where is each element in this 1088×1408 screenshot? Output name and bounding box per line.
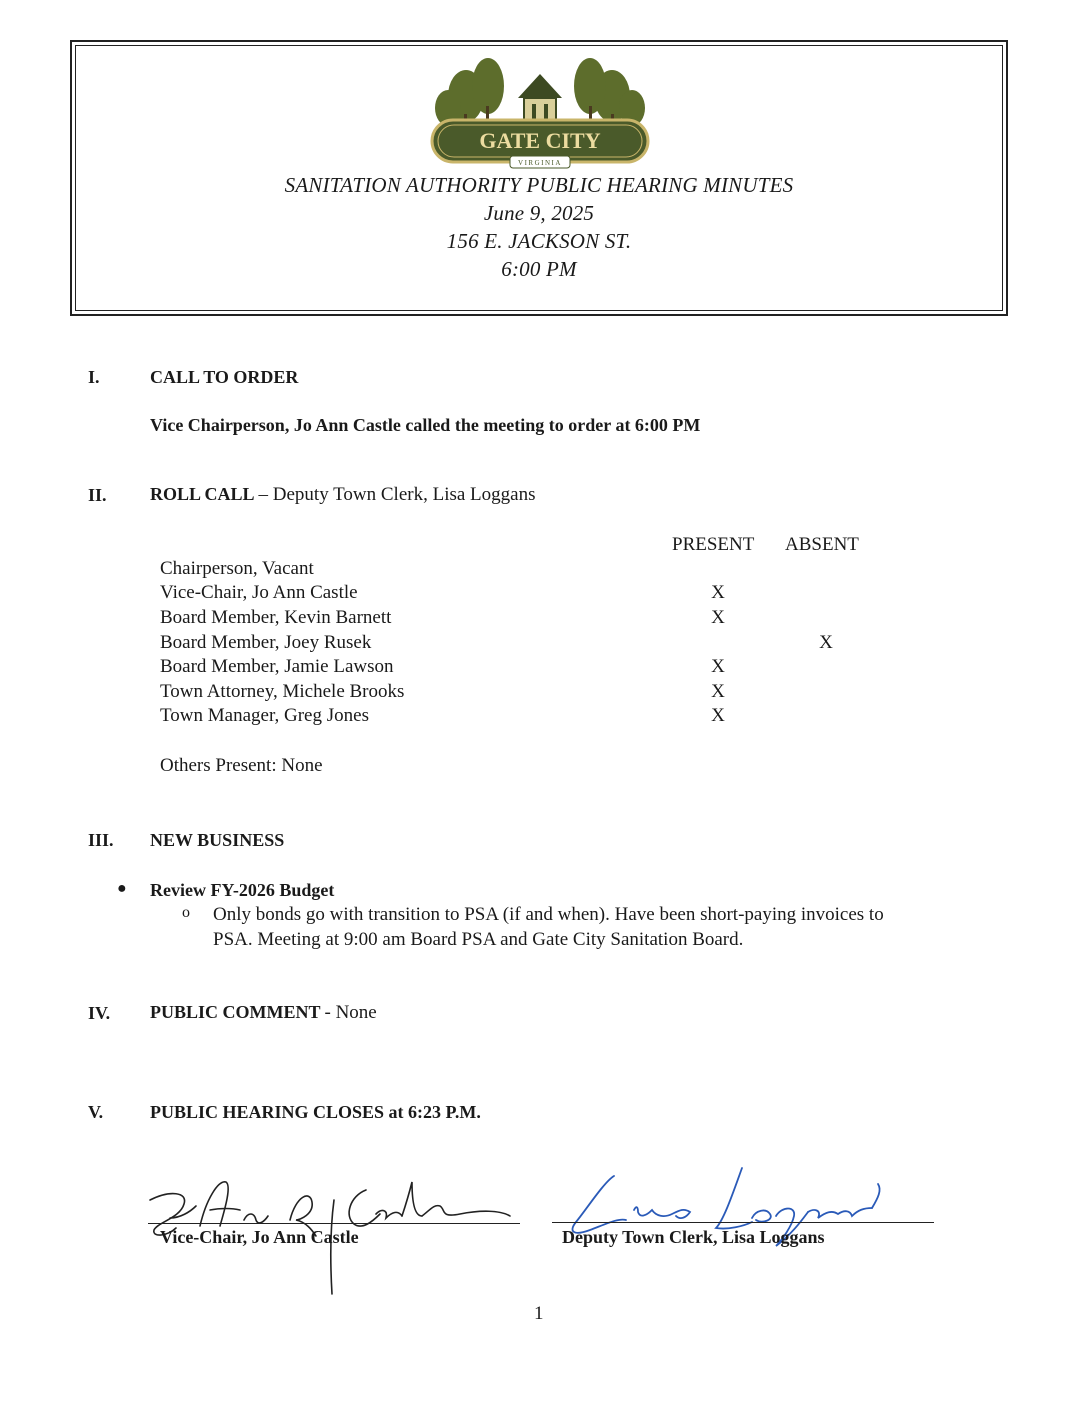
section-number: V.	[88, 1102, 104, 1122]
section-heading-public-comment: PUBLIC COMMENT	[150, 1002, 321, 1022]
absent-mark: X	[819, 632, 833, 653]
call-to-order-text: Vice Chairperson, Jo Ann Castle called the meeting to order at 6:00 PM	[150, 415, 701, 435]
present-mark: X	[711, 656, 725, 677]
section-number: II.	[88, 485, 107, 505]
new-business-note-line1: Only bonds go with transition to PSA (if and when). Have been short-paying invoices to	[213, 904, 884, 925]
section-number: III.	[88, 830, 114, 850]
present-mark: X	[711, 705, 725, 726]
signature-loggans	[556, 1160, 896, 1280]
meeting-address: 156 E. JACKSON ST.	[446, 229, 632, 253]
roll-member-name: Town Attorney, Michele Brooks	[160, 681, 405, 702]
logo-text: GATE CITY	[479, 128, 601, 153]
section-heading-call-to-order: CALL TO ORDER	[150, 367, 299, 387]
present-mark: X	[711, 582, 725, 603]
col-header-present: PRESENT	[672, 534, 755, 555]
meeting-date: June 9, 2025	[483, 201, 595, 225]
roll-member-name: Chairperson, Vacant	[160, 558, 314, 579]
public-comment-line	[150, 1002, 377, 1024]
present-mark: X	[711, 681, 725, 702]
others-present: Others Present: None	[160, 755, 323, 776]
present-mark: X	[711, 607, 725, 628]
section-heading-roll-call: ROLL CALL	[150, 484, 255, 504]
section-heading-closes: PUBLIC HEARING CLOSES at 6:23 P.M.	[150, 1102, 481, 1122]
page-number: 1	[534, 1303, 544, 1324]
roll-call-heading	[150, 484, 535, 506]
public-comment-text: - None	[324, 1002, 377, 1023]
roll-member-name: Vice-Chair, Jo Ann Castle	[160, 582, 358, 603]
gazebo-icon	[518, 74, 562, 124]
roll-call-subtitle: – Deputy Town Clerk, Lisa Loggans	[258, 484, 536, 505]
meeting-time: 6:00 PM	[501, 257, 577, 281]
section-heading-new-business: NEW BUSINESS	[150, 830, 285, 850]
roll-member-name: Board Member, Kevin Barnett	[160, 607, 392, 628]
roll-member-name: Board Member, Joey Rusek	[160, 632, 372, 653]
document-title: SANITATION AUTHORITY PUBLIC HEARING MINUTES	[284, 173, 794, 197]
signature-line-left	[148, 1223, 520, 1224]
logo-subtext: VIRGINIA	[518, 159, 562, 167]
col-header-absent: ABSENT	[785, 534, 859, 555]
section-number: IV.	[88, 1003, 111, 1023]
circle-bullet-icon: o	[182, 904, 190, 921]
new-business-item: Review FY-2026 Budget	[150, 880, 335, 900]
roll-member-name: Town Manager, Greg Jones	[160, 705, 369, 726]
signature-caption-right: Deputy Town Clerk, Lisa Loggans	[562, 1227, 825, 1247]
signature-line-right	[552, 1222, 934, 1223]
signature-caption-left: Vice-Chair, Jo Ann Castle	[160, 1227, 359, 1247]
roll-member-name: Board Member, Jamie Lawson	[160, 656, 394, 677]
new-business-note-line2: PSA. Meeting at 9:00 am Board PSA and Gate City Sanitation Board.	[213, 929, 744, 950]
gate-city-logo	[426, 56, 654, 170]
bullet-icon: ●	[117, 880, 127, 897]
section-number: I.	[88, 367, 100, 387]
